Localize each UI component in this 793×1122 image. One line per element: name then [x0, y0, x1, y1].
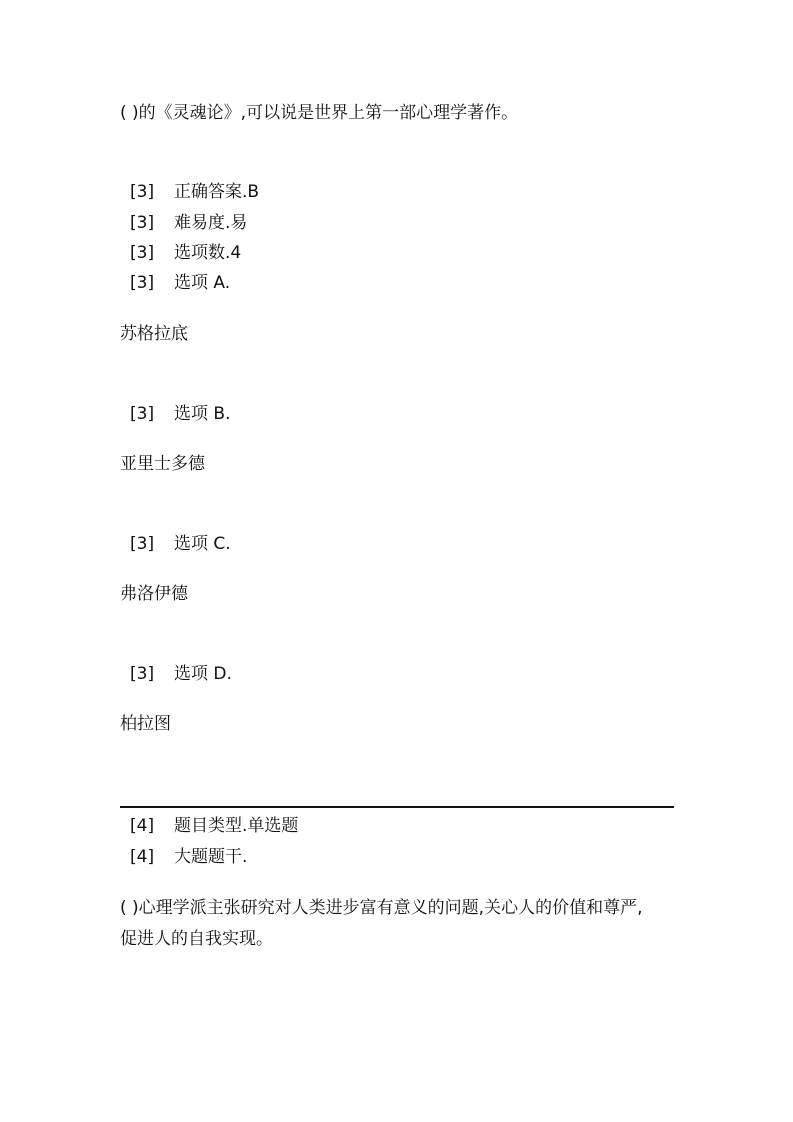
q3-option-b-header: [130, 403, 230, 425]
q4-stem-line-2: 促进人的自我实现。: [120, 929, 273, 949]
q3-answer: [130, 181, 259, 203]
option-label: 选项 D.: [174, 664, 232, 684]
question-number-tag: [3]: [130, 243, 155, 263]
q3-option-count: [130, 242, 241, 264]
q4-stem-header: [130, 846, 247, 868]
q3-stem: ( )的《灵魂论》,可以说是世界上第一部心理学著作。: [120, 103, 519, 123]
q3-option-d-text: 柏拉图: [120, 714, 171, 734]
question-divider: [120, 806, 674, 808]
difficulty-text: 难易度.易: [174, 213, 248, 233]
option-label: 选项 A.: [174, 273, 231, 293]
q3-option-c-header: [130, 533, 231, 555]
question-type-text: 题目类型.单选题: [174, 816, 299, 836]
question-number-tag: [4]: [130, 816, 155, 836]
q4-type: [130, 815, 298, 837]
q3-option-d-header: [130, 663, 232, 685]
q4-stem-line-1: ( )心理学派主张研究对人类进步富有意义的问题,关心人的价值和尊严,: [120, 898, 643, 918]
question-number-tag: [3]: [130, 273, 155, 293]
question-number-tag: [3]: [130, 213, 155, 233]
option-label: 选项 C.: [174, 534, 231, 554]
q3-option-a-header: [130, 272, 230, 294]
q3-option-a-text: 苏格拉底: [120, 324, 188, 344]
q3-option-b-text: 亚里士多德: [120, 454, 205, 474]
question-number-tag: [3]: [130, 664, 155, 684]
question-number-tag: [3]: [130, 534, 155, 554]
question-number-tag: [3]: [130, 182, 155, 202]
q3-option-c-text: 弗洛伊德: [120, 584, 188, 604]
q3-difficulty: [130, 212, 247, 234]
stem-header-text: 大题题干.: [174, 847, 248, 867]
answer-text: 正确答案.B: [174, 182, 260, 202]
option-label: 选项 B.: [174, 404, 231, 424]
question-number-tag: [3]: [130, 404, 155, 424]
option-count-text: 选项数.4: [174, 243, 242, 263]
question-number-tag: [4]: [130, 847, 155, 867]
